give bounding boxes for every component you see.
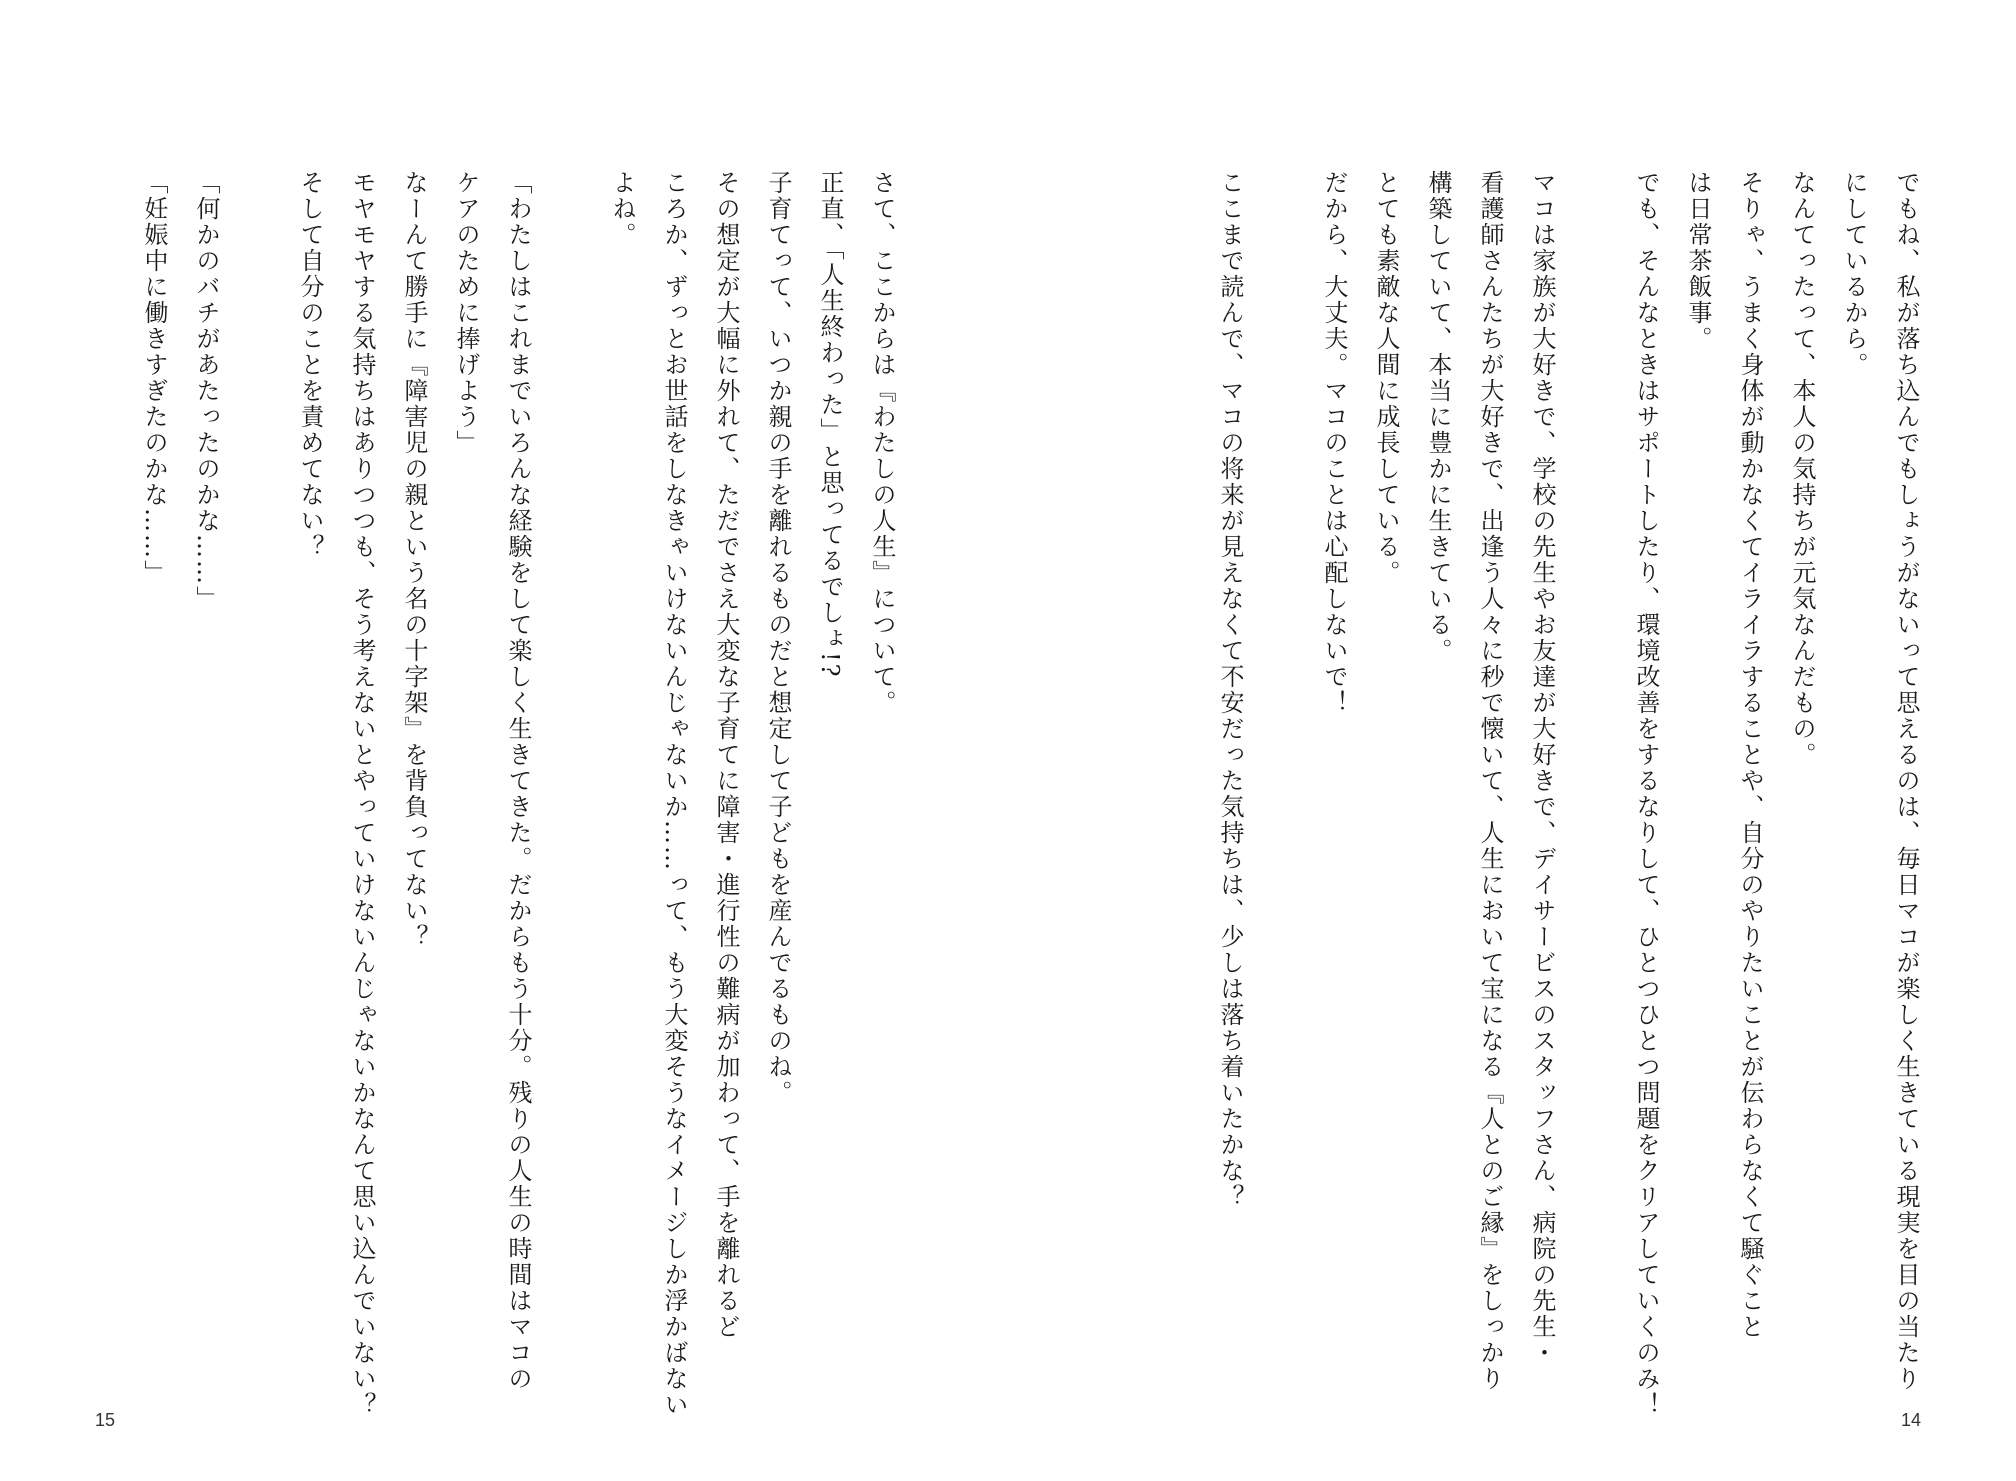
text-line: マコは家族が大好きで、学校の先生やお友達が大好きで、デイサービスのスタッフさん、病院の先生・ <box>1528 170 1556 1366</box>
text-line: さて、ここからは『わたしの人生』について。 <box>868 170 896 716</box>
text-line: 「妊娠中に働きすぎたのかな……」 <box>140 170 168 586</box>
text-line: だから、大丈夫。マコのことは心配しないで！ <box>1320 170 1348 716</box>
text-line: 「何かのバチがあたったのかな……」 <box>192 170 220 612</box>
page-number: 14 <box>1900 1410 1921 1430</box>
text-line: そりゃ、うまく身体が動かなくてイライラすることや、自分のやりたいことが伝わらなくて騒ぐこと <box>1736 170 1764 1340</box>
text-line: でも、そんなときはサポートしたり、環境改善をするなりして、ひとつひとつ問題をクリアしていくのみ！ <box>1632 170 1660 1418</box>
text-line: 看護師さんたちが大好きで、出逢う人々に秒で懐いて、人生において宝になる『人とのご縁』をしっかり <box>1476 170 1504 1392</box>
page-number: 15 <box>95 1410 116 1430</box>
text-line: モヤモヤする気持ちはありつつも、そう考えないとやっていけないんじゃないかなんて思い込んでいない？ <box>348 170 376 1418</box>
paragraph-break <box>1256 170 1308 1370</box>
text-line: でもね、私が落ち込んでもしょうがないって思えるのは、毎日マコが楽しく生きている現実を目の当たり <box>1892 170 1920 1392</box>
text-line: ケアのために捧げよう」 <box>452 170 480 456</box>
text-line: は日常茶飯事。 <box>1684 170 1712 352</box>
text-line: 正直、「人生終わった」と思ってるでしょ!? <box>816 170 844 679</box>
paragraph-break <box>544 170 596 1370</box>
text-line: 子育てって、いつか親の手を離れるものだと想定して子どもを産んでるものね。 <box>764 170 792 1106</box>
text-line: 「わたしはこれまでいろんな経験をして楽しく生きてきた。だからもう十分。残りの人生の時間はマコの <box>504 170 532 1392</box>
paragraph-break <box>232 170 284 1370</box>
left-page-body <box>128 170 908 1418</box>
text-line: なーんて勝手に『障害児の親という名の十字架』を背負ってない？ <box>400 170 428 950</box>
text-line: ころか、ずっとお世話をしなきゃいけないんじゃないか……って、もう大変そうなイメージしか浮かばない <box>660 170 688 1418</box>
text-line: よね。 <box>608 170 636 248</box>
text-line: とても素敵な人間に成長している。 <box>1372 170 1400 586</box>
text-line: ここまで読んで、マコの将来が見えなくて不安だった気持ちは、少しは落ち着いたかな？ <box>1216 170 1244 1210</box>
right-page <box>1008 0 2016 1481</box>
text-line: そして自分のことを責めてない？ <box>296 170 324 560</box>
text-line: 構築していて、本当に豊かに生きている。 <box>1424 170 1452 664</box>
paragraph-break <box>1568 170 1620 1370</box>
text-line: なんてったって、本人の気持ちが元気なんだもの。 <box>1788 170 1816 768</box>
text-line: その想定が大幅に外れて、ただでさえ大変な子育てに障害・進行性の難病が加わって、手を離れるど <box>712 170 740 1340</box>
text-line: にしているから。 <box>1840 170 1868 378</box>
right-page-body <box>1112 170 1932 1418</box>
